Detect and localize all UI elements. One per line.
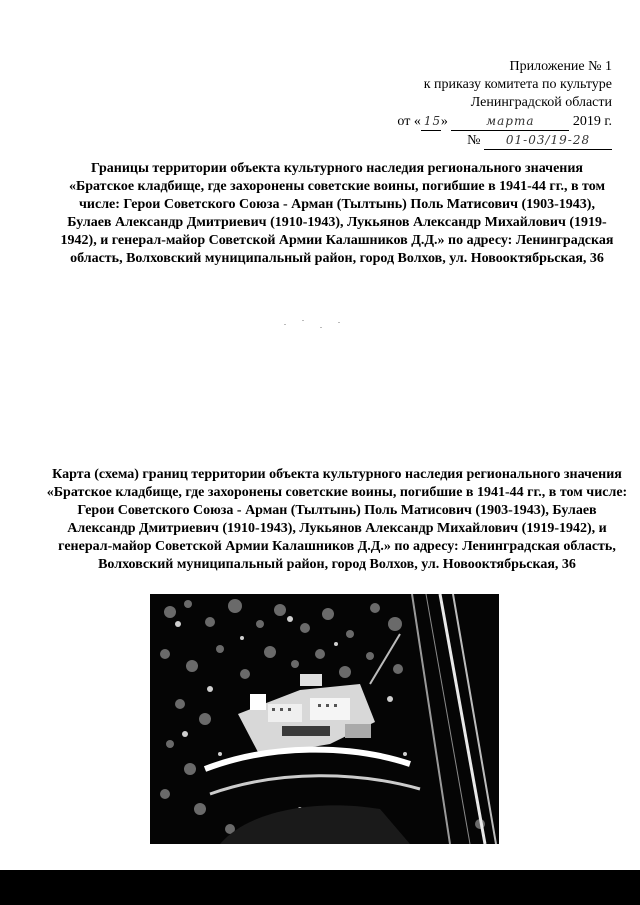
document-title: Границы территории объекта культурного наследия регионального значения «Братское кладбище, где захоронены советские воины, погибшие в 1941-44 гг., в том числе: Герои Советского Союза - Арман (Тылтынь) Поль Матисович (1903-1943), Булаев Александр Дмитриевич (1910-1943), Лукьянов Александр Михайлович (1919-1942), и генерал-майор Советской Армии Калашников Д.Д.» по адресу: Ленинградская область, Волховский муниципальный район, город Волхов, ул. Новооктябрьская, 36	[60, 161, 614, 266]
date-month-handwritten: марта	[451, 112, 569, 131]
appendix-region: Ленинградской области	[470, 95, 612, 110]
appendix-number: Приложение № 1	[509, 59, 612, 74]
appendix-date: от « 15» марта 2019 г.	[397, 114, 612, 129]
aerial-map-image	[150, 594, 499, 844]
appendix-order-ref: к приказу комитета по культуре	[423, 77, 612, 92]
date-day-handwritten: 15	[421, 112, 441, 131]
scan-edge-band	[0, 870, 640, 905]
order-number-handwritten: 01-03/19-28	[484, 131, 612, 150]
scan-specks	[280, 318, 350, 338]
appendix-order-number: № 01-03/19-28	[312, 131, 612, 150]
map-caption: Карта (схема) границ территории объекта культурного наследия регионального значения «Братское кладбище, где захоронены советские воины, погибшие в 1941-44 гг., в том числе: Герои Советского Союза - Арман (Тылтынь) Поль Матисович (1903-1943), Булаев Александр Дмитриевич (1910-1943), Лукьянов Александр Михайлович (1919-1942), и генерал-майор Советской Армии Калашников Д.Д.» по адресу: Ленинградская область, Волховский муниципальный район, город Волхов, ул. Новооктябрьская, 36	[46, 467, 628, 572]
appendix-header	[312, 58, 612, 150]
aerial-photo	[150, 594, 499, 844]
